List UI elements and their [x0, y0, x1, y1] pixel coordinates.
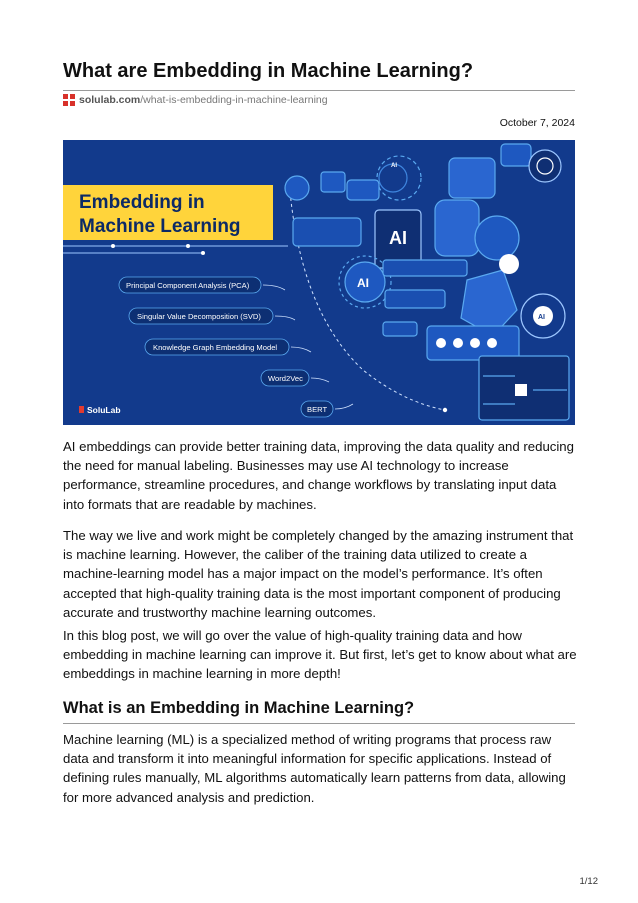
- section-divider: [63, 723, 575, 724]
- solulab-favicon-icon: [63, 94, 75, 106]
- hero-ai-badge-3: AI: [391, 163, 397, 169]
- hero-brand-icon: [79, 406, 84, 413]
- svg-text:Principal Component Analysis (: Principal Component Analysis (PCA): [126, 281, 250, 290]
- hero-ai-badge-4: AI: [538, 314, 545, 321]
- publish-date: October 7, 2024: [499, 117, 575, 129]
- hero-heading-line1: Embedding in: [79, 192, 205, 213]
- hero-ai-badge-2: AI: [357, 276, 369, 290]
- source-domain: solulab.com: [79, 94, 141, 106]
- hero-label-pca: [119, 277, 261, 293]
- hero-label-word2vec: [261, 370, 309, 386]
- hero-ai-badge-1: AI: [389, 228, 407, 248]
- source-path: /what-is-embedding-in-machine-learning: [140, 94, 328, 106]
- hero-label-kg: [145, 339, 289, 355]
- svg-text:Word2Vec: Word2Vec: [268, 374, 303, 383]
- svg-text:Singular Value Decomposition (: Singular Value Decomposition (SVD): [137, 312, 261, 321]
- hero-label-svd: [129, 308, 273, 324]
- paragraph-2: The way we live and work might be completely changed by the amazing instrument that is machine learning. However, the caliber of the training data utilized to create a machine-learning model has a major impact on the model’s performance. It’s often accepted that high-quality training data is the most important component of producing accurate and trustworthy machine learning outcomes.: [63, 528, 574, 620]
- hero-brand: SoluLab: [87, 405, 121, 415]
- paragraph-3: In this blog post, we will go over the value of high-quality training data and how embedding in machine learning can improve it. But first, let’s get to know about what are embeddings in machine learning in more depth!: [63, 628, 577, 682]
- title-divider: [63, 90, 575, 91]
- hero-heading-line2: Machine Learning: [79, 216, 241, 237]
- source-link[interactable]: [79, 94, 328, 106]
- hero-label-bert: [301, 401, 333, 417]
- source-line: [63, 94, 328, 106]
- page-number: 1/12: [579, 876, 598, 887]
- page-title: What are Embedding in Machine Learning?: [63, 60, 474, 82]
- svg-text:Knowledge Graph Embedding Mode: Knowledge Graph Embedding Model: [153, 343, 278, 352]
- section-heading: What is an Embedding in Machine Learning?: [63, 699, 415, 717]
- section-paragraph: Machine learning (ML) is a specialized method of writing programs that process raw data and transform it into meaningful information for specific applications. Instead of defining rules manually, ML algorithms automatically learn patterns from data, allowing for more advanced analysis and prediction.: [63, 732, 566, 805]
- paragraph-1: AI embeddings can provide better training data, improving the data quality and reducing the need for manual labeling. Businesses may use AI technology to increase performance, streamline procedures, and change workflows by translating input data into formats that are readable by machines.: [63, 439, 574, 512]
- hero-image: [63, 140, 575, 425]
- svg-text:BERT: BERT: [307, 405, 328, 414]
